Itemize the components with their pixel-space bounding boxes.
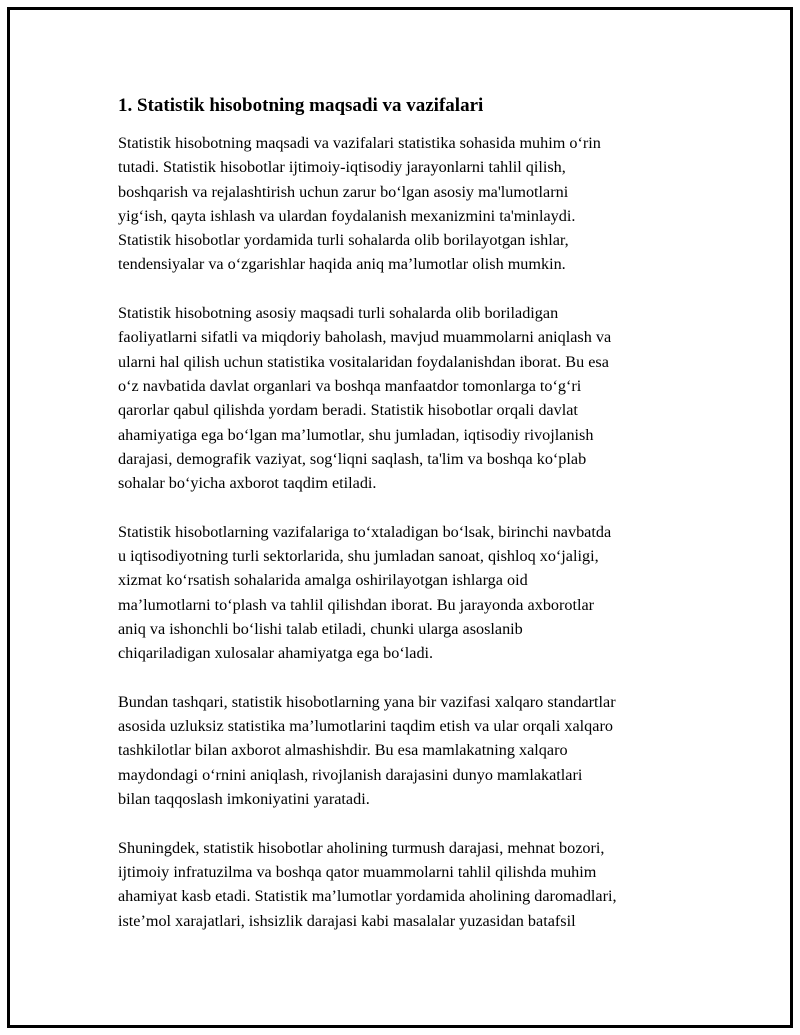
paragraph-line: chiqariladigan xulosalar ahamiyatga ega bo‘ladi.	[118, 644, 434, 663]
paragraph-line: Shuningdek, statistik hisobotlar aholining turmush darajasi, mehnat bozori,	[118, 838, 605, 857]
paragraph	[118, 520, 700, 666]
paragraph-line: iste’mol xarajatlari, ishsizlik darajasi kabi masalalar yuzasidan batafsil	[118, 911, 576, 930]
paragraph-line: Statistik hisobotlarning vazifalariga to‘xtaladigan bo‘lsak, birinchi navbatda	[118, 522, 612, 541]
paragraph	[118, 131, 700, 277]
paragraph-line: Statistik hisobotlar yordamida turli sohalarda olib borilayotgan ishlar,	[118, 231, 569, 250]
paragraph-line: ijtimoiy infratuzilma va boshqa qator muammolarni tahlil qilishda muhim	[118, 862, 597, 881]
paragraph	[118, 690, 700, 811]
paragraph	[118, 836, 700, 933]
paragraph-line: Bundan tashqari, statistik hisobotlarning yana bir vazifasi xalqaro standartlar	[118, 692, 616, 711]
paragraph-line: aniq va ishonchli bo‘lishi talab etiladi, chunki ularga asoslanib	[118, 619, 523, 638]
paragraph-line: Statistik hisobotning maqsadi va vazifalari statistika sohasida muhim o‘rin	[118, 134, 601, 152]
paragraph-line: xizmat ko‘rsatish sohalarida amalga oshirilayotgan ishlarga oid	[118, 571, 528, 590]
paragraph-line: yig‘ish, qayta ishlash va ulardan foydalanish mexanizmini ta'minlaydi.	[118, 206, 576, 225]
paragraph-line: faoliyatlarni sifatli va miqdoriy baholash, mavjud muammolarni aniqlash va	[118, 328, 612, 347]
paragraph-line: o‘z navbatida davlat organlari va boshqa manfaatdor tomonlarga to‘g‘ri	[118, 376, 582, 395]
section-heading: 1. Statistik hisobotning maqsadi va vazifalari	[118, 95, 484, 116]
paragraph-line: ahamiyat kasb etadi. Statistik ma’lumotlar yordamida aholining daromadlari,	[118, 887, 617, 906]
paragraph-line: boshqarish va rejalashtirish uchun zarur bo‘lgan asosiy ma'lumotlarni	[118, 182, 569, 201]
paragraph-line: qarorlar qabul qilishda yordam beradi. Statistik hisobotlar orqali davlat	[118, 401, 578, 420]
paragraph-line: u iqtisodiyotning turli sektorlarida, shu jumladan sanoat, qishloq xo‘jaligi,	[118, 547, 599, 566]
paragraph-line: tutadi. Statistik hisobotlar ijtimoiy-iqtisodiy jarayonlarni tahlil qilish,	[118, 158, 566, 177]
paragraph-line: darajasi, demografik vaziyat, sog‘liqni saqlash, ta'lim va boshqa ko‘plab	[118, 449, 587, 468]
paragraph-line: ularni hal qilish uchun statistika vositalaridan foydalanishdan iborat. Bu esa	[118, 352, 609, 371]
paragraph-line: asosida uzluksiz statistika ma’lumotlarini taqdim etish va ular orqali xalqaro	[118, 717, 613, 736]
paragraph-line: bilan taqqoslash imkoniyatini yaratadi.	[118, 790, 370, 809]
paragraph-line: ma’lumotlarni to‘plash va tahlil qilishdan iborat. Bu jarayonda axborotlar	[118, 595, 595, 614]
paragraph-list	[118, 131, 700, 933]
paragraph	[118, 301, 700, 495]
paragraph-line: sohalar bo‘yicha axborot taqdim etiladi.	[118, 474, 377, 493]
paragraph-line: tendensiyalar va o‘zgarishlar haqida aniq ma’lumotlar olish mumkin.	[118, 255, 566, 274]
paragraph-line: Statistik hisobotning asosiy maqsadi turli sohalarda olib boriladigan	[118, 304, 559, 323]
document-body	[118, 93, 700, 957]
paragraph-line: tashkilotlar bilan axborot almashishdir. Bu esa mamlakatning xalqaro	[118, 741, 568, 760]
paragraph-line: maydondagi o‘rnini aniqlash, rivojlanish darajasini dunyo mamlakatlari	[118, 765, 583, 784]
paragraph-line: ahamiyatiga ega bo‘lgan ma’lumotlar, shu jumladan, iqtisodiy rivojlanish	[118, 425, 594, 444]
